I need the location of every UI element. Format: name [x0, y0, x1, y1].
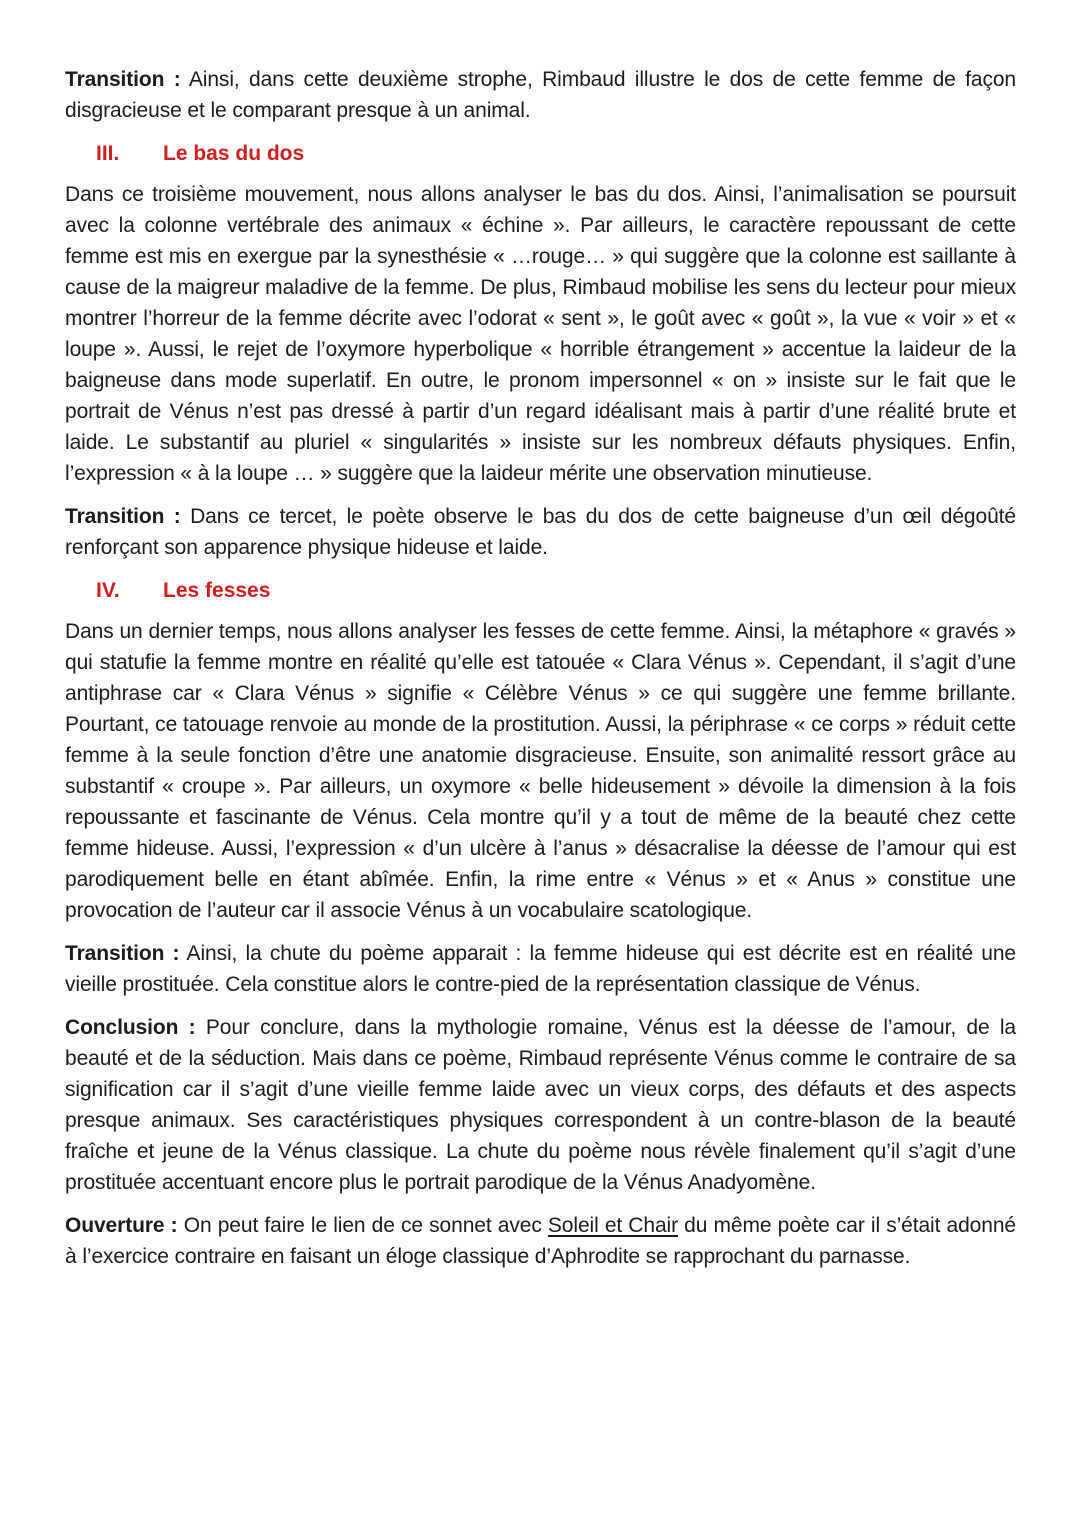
paragraph-text: Dans ce troisième mouvement, nous allons analyser le bas du dos. Ainsi, l’animalisation se poursuit avec la colonne vertébrale des animaux « échine ». Par ailleurs, le caractère repoussant de cette femme est mis en exergue par la synesthésie « …rouge… » qui suggère que la colonne est saillante à cause de la maigreur maladive de la femme. De plus, Rimbaud mobilise les sens du lecteur pour mieux montrer l’horreur de la femme décrite avec l’odorat « sent », le goût avec « goût », la vue « voir » et « loupe ». Aussi, le rejet de l’oxymore hyperbolique « horrible étrangement » accentue la laideur de la baigneuse dans mode superlatif. En outre, le pronom impersonnel « on » insiste sur le fait que le portrait de Vénus n’est pas dressé à partir d’un regard idéalisant mais à partir d’une réalité brute et laide. Le substantif au pluriel « singularités » insiste sur les nombreux défauts physiques. Enfin, l’expression « à la loupe … » suggère que la laideur mérite une observation minutieuse. [65, 183, 1016, 485]
heading-title: Le bas du dos [163, 142, 305, 165]
paragraph-label: Transition : [65, 68, 181, 91]
paragraph-text-before: On peut faire le lien de ce sonnet avec [183, 1214, 548, 1237]
paragraph-label: Conclusion : [65, 1016, 196, 1039]
paragraph-text: Dans ce tercet, le poète observe le bas du dos de cette baigneuse d’un œil dégoûté renforçant son apparence physique hideuse et laide. [65, 505, 1016, 559]
heading-number: IV. [96, 579, 120, 602]
paragraph-label: Transition : [65, 505, 181, 528]
ouverture-paragraph [65, 1210, 1016, 1272]
paragraph-text: Ainsi, la chute du poème apparait : la femme hideuse qui est décrite est en réalité une vieille prostituée. Cela constitue alors le contre-pied de la représentation classique de Vénus. [65, 942, 1016, 996]
paragraph-text: Dans un dernier temps, nous allons analyser les fesses de cette femme. Ainsi, la métaphore « gravés » qui statufie la femme montre en réalité qu’elle est tatouée « Clara Vénus ». Cependant, il s’agit d’une antiphrase car « Clara Vénus » signifie « Célèbre Vénus » ce qui suggère une femme brillante. Pourtant, ce tatouage renvoie au monde de la prostitution. Aussi, la périphrase « ce corps » réduit cette femme à la seule fonction d’être une anatomie disgracieuse. Ensuite, son animalité ressort grâce au substantif « croupe ». Par ailleurs, un oxymore « belle hideusement » dévoile la dimension à la fois repoussante et fascinante de Vénus. Cela montre qu’il y a tout de même de la beauté chez cette femme hideuse. Aussi, l’expression « d’un ulcère à l’anus » désacralise la déesse de l’amour qui est parodiquement belle en étant abîmée. Enfin, la rime entre « Vénus » et « Anus » constitue une provocation de l’auteur car il associe Vénus à un vocabulaire scatologique. [65, 620, 1016, 922]
paragraph-label: Transition : [65, 942, 180, 965]
heading-number: III. [96, 142, 120, 165]
heading-title: Les fesses [163, 579, 271, 602]
paragraph-label: Ouverture : [65, 1214, 178, 1237]
body-paragraph-iii [65, 179, 1016, 489]
paragraph-text: Pour conclure, dans la mythologie romaine, Vénus est la déesse de l’amour, de la beauté et de la séduction. Mais dans ce poème, Rimbaud représente Vénus comme le contraire de sa signification car il s’agit d’une vieille femme laide avec un vieux corps, des défauts et des aspects presque animaux. Ses caractéristiques physiques correspondent à un contre-blason de la beauté fraîche et jeune de la Vénus classique. La chute du poème nous révèle finalement qu’il s’agit d’une prostituée accentuant encore plus le portrait parodique de la Vénus Anadyomène. [65, 1016, 1016, 1194]
section-heading-iii [65, 138, 1016, 169]
body-paragraph-iv [65, 616, 1016, 926]
paragraph-text: Ainsi, dans cette deuxième strophe, Rimbaud illustre le dos de cette femme de façon disgracieuse et le comparant presque à un animal. [65, 68, 1017, 122]
paragraph-text-after: du même poète car il s’était adonné à l’exercice contraire en faisant un éloge classique d’Aphrodite se rapprochant du parnasse. [65, 1214, 1016, 1268]
section-heading-iv [65, 575, 1016, 606]
transition-paragraph-2 [65, 501, 1016, 563]
transition-paragraph-1 [65, 64, 1016, 126]
underlined-work-title: Soleil et Chair [547, 1214, 678, 1237]
transition-paragraph-3 [65, 938, 1016, 1000]
conclusion-paragraph [65, 1012, 1016, 1198]
